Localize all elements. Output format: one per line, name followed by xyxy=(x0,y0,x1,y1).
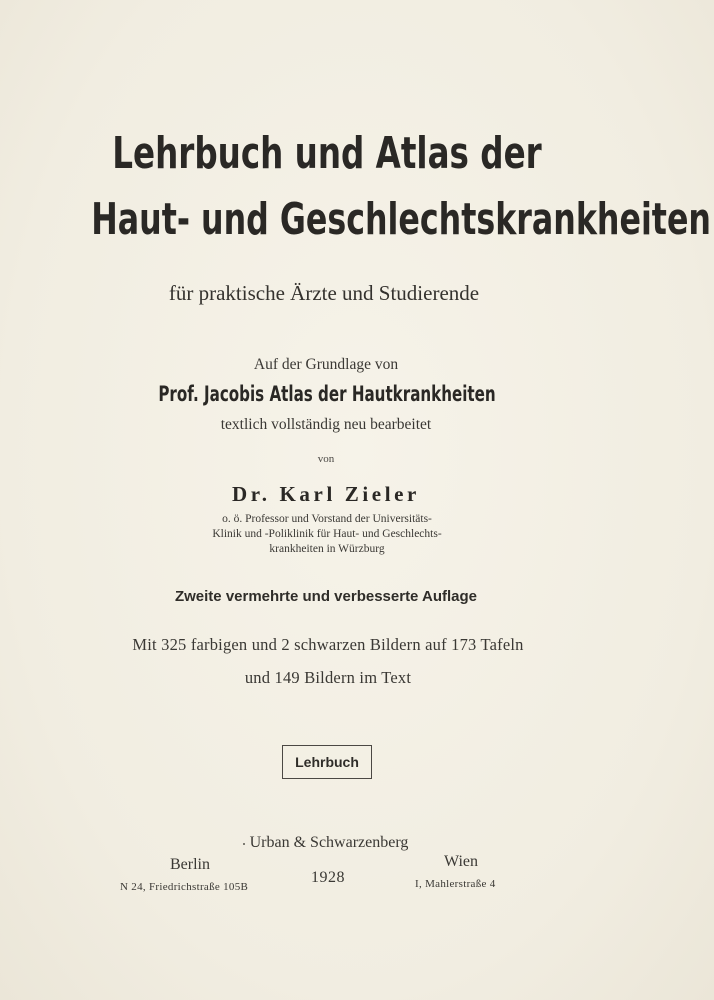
book-title-line-2: Haut- und Geschlechtskrankheiten xyxy=(91,194,711,245)
by-line: von xyxy=(317,453,335,465)
author-affiliation-line-1: o. ö. Professor und Vorstand der Universitäts- xyxy=(222,513,432,525)
city-berlin: Berlin xyxy=(170,856,210,873)
address-berlin: N 24, Friedrichstraße 105B xyxy=(120,881,249,893)
basis-work-title: Prof. Jacobis Atlas der Hautkrankheiten xyxy=(158,382,496,406)
author-affiliation-line-2: Klinik und -Poliklinik für Haut- und Geschlechts- xyxy=(212,528,442,540)
illustrations-line-2: und 149 Bildern im Text xyxy=(244,668,412,687)
author-affiliation-line-3: krankheiten in Würzburg xyxy=(269,543,385,555)
book-subtitle: für praktische Ärzte und Studierende xyxy=(168,281,480,305)
edition-statement: Zweite vermehrte und verbesserte Auflage xyxy=(174,588,478,605)
book-title-line-1: Lehrbuch und Atlas der xyxy=(112,128,542,179)
basis-intro: Auf der Grundlage von xyxy=(253,356,399,373)
illustrations-line-1: Mit 325 farbigen und 2 schwarzen Bildern auf 173 Tafeln xyxy=(132,635,524,654)
publication-year: 1928 xyxy=(311,869,345,886)
author-name: Dr. Karl Zieler xyxy=(232,482,420,506)
city-wien: Wien xyxy=(444,853,479,870)
volume-label-box xyxy=(282,745,372,779)
address-wien: I, Mahlerstraße 4 xyxy=(415,878,496,890)
publisher-name: Urban & Schwarzenberg xyxy=(249,834,409,851)
basis-note: textlich vollständig neu bearbeitet xyxy=(220,416,432,433)
volume-label: Lehrbuch xyxy=(295,754,359,770)
